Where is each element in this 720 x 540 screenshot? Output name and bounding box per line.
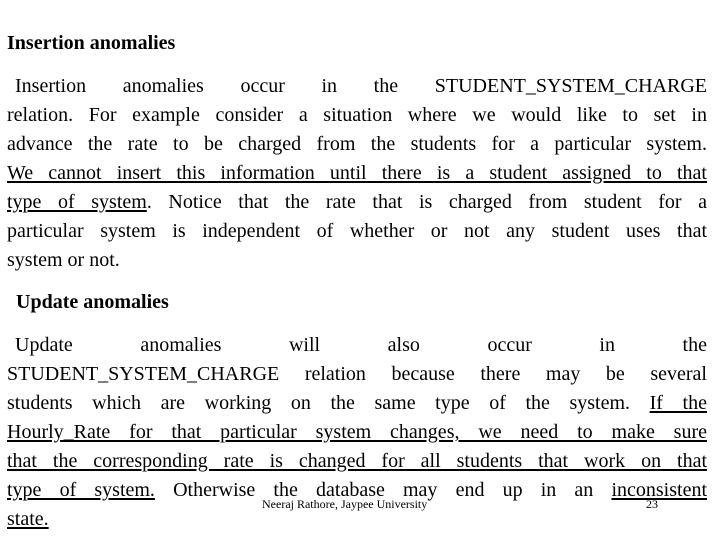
heading-insertion-anomalies: Insertion anomalies — [7, 32, 176, 54]
underlined-text: inconsistent — [611, 479, 708, 501]
text-fragment: Otherwise the database may end up in an — [173, 479, 594, 501]
text-line: system or not. — [7, 249, 120, 271]
underlined-text-line: We cannot insert this information until there is a student assigned to that — [7, 162, 707, 184]
underlined-text: state. — [7, 508, 49, 530]
text-line: Insertion anomalies occur in the STUDENT_SYSTEM_CHARGE — [15, 75, 707, 97]
text-line — [7, 389, 707, 418]
text-line: STUDENT_SYSTEM_CHARGE relation because there may be several — [7, 363, 707, 385]
text-line: Update anomalies will also occur in the — [15, 334, 707, 356]
text-fragment: students which are working on the same type of the system. — [7, 392, 631, 414]
heading-update-anomalies: Update anomalies — [16, 291, 169, 313]
footer-author: Neeraj Rathore, Jaypee University — [262, 497, 428, 511]
text-line — [7, 188, 707, 217]
page-number: 23 — [646, 497, 658, 511]
text-line: relation. For example consider a situation where we would like to set in — [7, 104, 707, 126]
underlined-text: type of system — [7, 191, 147, 213]
underlined-text: type of system. — [7, 479, 155, 501]
paragraph-insertion — [7, 72, 707, 275]
underlined-text-line: Hourly_Rate for that particular system changes, we need to make sure — [7, 421, 707, 443]
text-line: advance the rate to be charged from the students for a particular system. — [7, 133, 707, 155]
text-fragment: . Notice that the rate that is charged from student for a — [146, 191, 707, 213]
underlined-text-line: that the corresponding rate is changed for all students that work on that — [7, 450, 707, 472]
text-line: particular system is independent of whether or not any student uses that — [7, 220, 707, 242]
underlined-text: If the — [649, 392, 707, 414]
